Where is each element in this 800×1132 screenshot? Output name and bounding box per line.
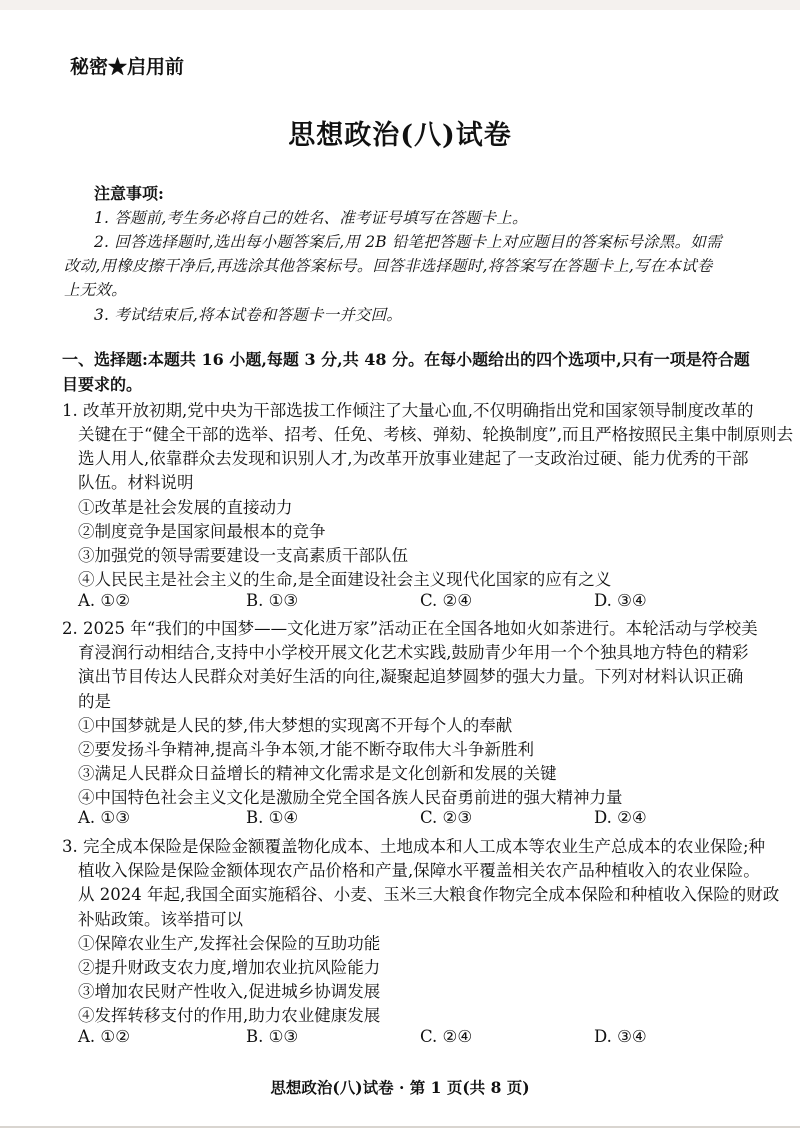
- statement-1: ①中国梦就是人民的梦,伟大梦想的实现离不开每个人的奉献: [78, 716, 513, 735]
- option-b[interactable]: B. ①③: [246, 591, 299, 610]
- statement-3: ③满足人民群众日益增长的精神文化需求是文化创新和发展的关键: [78, 764, 557, 783]
- statement-1: ①保障农业生产,发挥社会保险的互助功能: [78, 934, 381, 953]
- option-c[interactable]: C. ②④: [420, 591, 473, 610]
- statement-1: ①改革是社会发展的直接动力: [78, 498, 293, 517]
- statement-4: ④人民民主是社会主义的生命,是全面建设社会主义现代化国家的应有之义: [78, 570, 612, 589]
- question-text: 1. 改革开放初期,党中央为干部选拔工作倾注了大量心血,不仅明确指出党和国家领导制度改革的: [62, 401, 754, 420]
- option-b[interactable]: B. ①③: [246, 1027, 299, 1046]
- statement-4: ④发挥转移支付的作用,助力农业健康发展: [78, 1006, 381, 1025]
- option-c[interactable]: C. ②③: [420, 808, 473, 827]
- option-d[interactable]: D. ②④: [594, 808, 647, 827]
- confidential-mark: 秘密★启用前: [70, 56, 185, 78]
- answer-options: [0, 591, 800, 613]
- statement-3: ③增加农民财产性收入,促进城乡协调发展: [78, 982, 381, 1001]
- answer-options: [0, 1027, 800, 1049]
- notice-line: 1. 答题前,考生务必将自己的姓名、准考证号填写在答题卡上。: [94, 209, 528, 227]
- scan-bottom-edge: [0, 1126, 800, 1128]
- question-text: 植收入保险是保险金额体现农产品价格和产量,保障水平覆盖相关农产品种植收入的农业保险。: [78, 861, 760, 880]
- option-a[interactable]: A. ①②: [78, 1027, 130, 1046]
- question-text: 补贴政策。该举措可以: [78, 910, 243, 929]
- question-text: 2. 2025 年“我们的中国梦——文化进万家”活动正在全国各地如火如荼进行。本轮活动与学校美: [62, 619, 758, 638]
- option-c[interactable]: C. ②④: [420, 1027, 473, 1046]
- question-text: 队伍。材料说明: [78, 473, 194, 492]
- question-text: 关键在于“健全干部的选举、招考、任免、考核、弹劾、轮换制度”,而且严格按照民主集中制原则去: [78, 425, 794, 444]
- notice-heading: 注意事项:: [94, 184, 164, 203]
- statement-2: ②制度竞争是国家间最根本的竞争: [78, 522, 326, 541]
- section-heading: 一、选择题:本题共 16 小题,每题 3 分,共 48 分。在每小题给出的四个选项中,只有一项是符合题: [62, 350, 750, 369]
- question-text: 的是: [78, 692, 111, 711]
- option-a[interactable]: A. ①③: [78, 808, 130, 827]
- notice-line: 2. 回答选择题时,选出每小题答案后,用 2B 铅笔把答题卡上对应题目的答案标号涂黑。如需: [94, 233, 722, 251]
- section-heading: 目要求的。: [62, 375, 143, 394]
- question-text: 3. 完全成本保险是保险金额覆盖物化成本、土地成本和人工成本等农业生产总成本的农业保险;种: [62, 837, 766, 856]
- notice-line: 3. 考试结束后,将本试卷和答题卡一并交回。: [94, 306, 403, 324]
- page-title: 思想政治(八)试卷: [288, 120, 512, 151]
- notice-line: 上无效。: [64, 281, 127, 299]
- answer-options: [0, 808, 800, 830]
- option-d[interactable]: D. ③④: [594, 591, 647, 610]
- question-text: 育浸润行动相结合,支持中小学校开展文化艺术实践,鼓励青少年用一个个独具地方特色的精彩: [78, 643, 749, 662]
- statement-3: ③加强党的领导需要建设一支高素质干部队伍: [78, 546, 408, 565]
- statement-4: ④中国特色社会主义文化是激励全党全国各族人民奋勇前进的强大精神力量: [78, 788, 623, 807]
- question-text: 从 2024 年起,我国全面实施稻谷、小麦、玉米三大粮食作物完全成本保险和种植收入保险的财政: [78, 885, 780, 904]
- statement-2: ②要发扬斗争精神,提高斗争本领,才能不断夺取伟大斗争新胜利: [78, 740, 534, 759]
- option-a[interactable]: A. ①②: [78, 591, 130, 610]
- page-footer: 思想政治(八)试卷 · 第 1 页(共 8 页): [270, 1078, 530, 1097]
- notice-line: 改动,用橡皮擦干净后,再选涂其他答案标号。回答非选择题时,将答案写在答题卡上,写在本试卷: [64, 257, 713, 275]
- option-d[interactable]: D. ③④: [594, 1027, 647, 1046]
- option-b[interactable]: B. ①④: [246, 808, 299, 827]
- question-text: 选人用人,依靠群众去发现和识别人才,为改革开放事业建起了一支政治过硬、能力优秀的干部: [78, 449, 749, 468]
- statement-2: ②提升财政支农力度,增加农业抗风险能力: [78, 958, 381, 977]
- question-text: 演出节目传达人民群众对美好生活的向往,凝聚起追梦圆梦的强大力量。下列对材料认识正确: [78, 667, 744, 686]
